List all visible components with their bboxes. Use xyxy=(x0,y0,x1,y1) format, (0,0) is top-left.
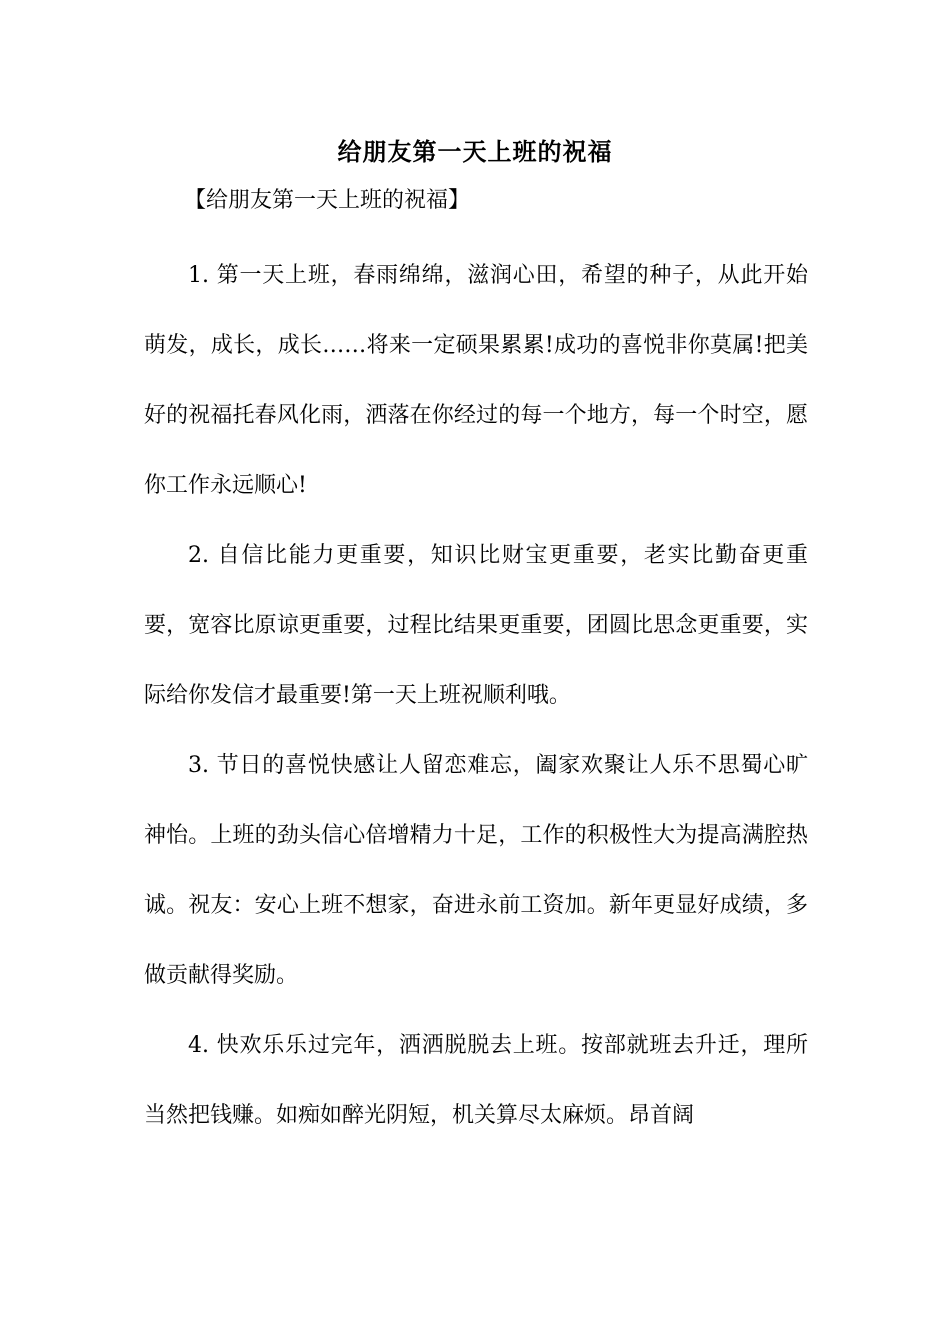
document-subtitle: 【给朋友第一天上班的祝福】 xyxy=(184,188,471,213)
document-body xyxy=(144,241,808,1151)
paragraph-1: 1. 第一天上班，春雨绵绵，滋润心田，希望的种子，从此开始萌发，成长，成长……将来一定硕果累累!成功的喜悦非你莫属!把美好的祝福托春风化雨，洒落在你经过的每一个地方，每一个时空，愿你工作永远顺心! xyxy=(144,263,808,498)
paragraph-4: 4. 快欢乐乐过完年，洒洒脱脱去上班。按部就班去升迁，理所当然把钱赚。如痴如醉光阴短，机关算尽太麻烦。昂首阔 xyxy=(144,1033,808,1128)
paragraph-3: 3. 节日的喜悦快感让人留恋难忘，阖家欢聚让人乐不思蜀心旷神怡。上班的劲头信心倍增精力十足，工作的积极性大为提高满腔热诚。祝友：安心上班不想家，奋进永前工资加。新年更显好成绩，多做贡献得奖励。 xyxy=(144,753,808,988)
document-title: 给朋友第一天上班的祝福 xyxy=(337,137,613,166)
paragraph-2: 2. 自信比能力更重要，知识比财宝更重要，老实比勤奋更重要，宽容比原谅更重要，过程比结果更重要，团圆比思念更重要，实际给你发信才最重要!第一天上班祝顺利哦。 xyxy=(144,543,808,708)
